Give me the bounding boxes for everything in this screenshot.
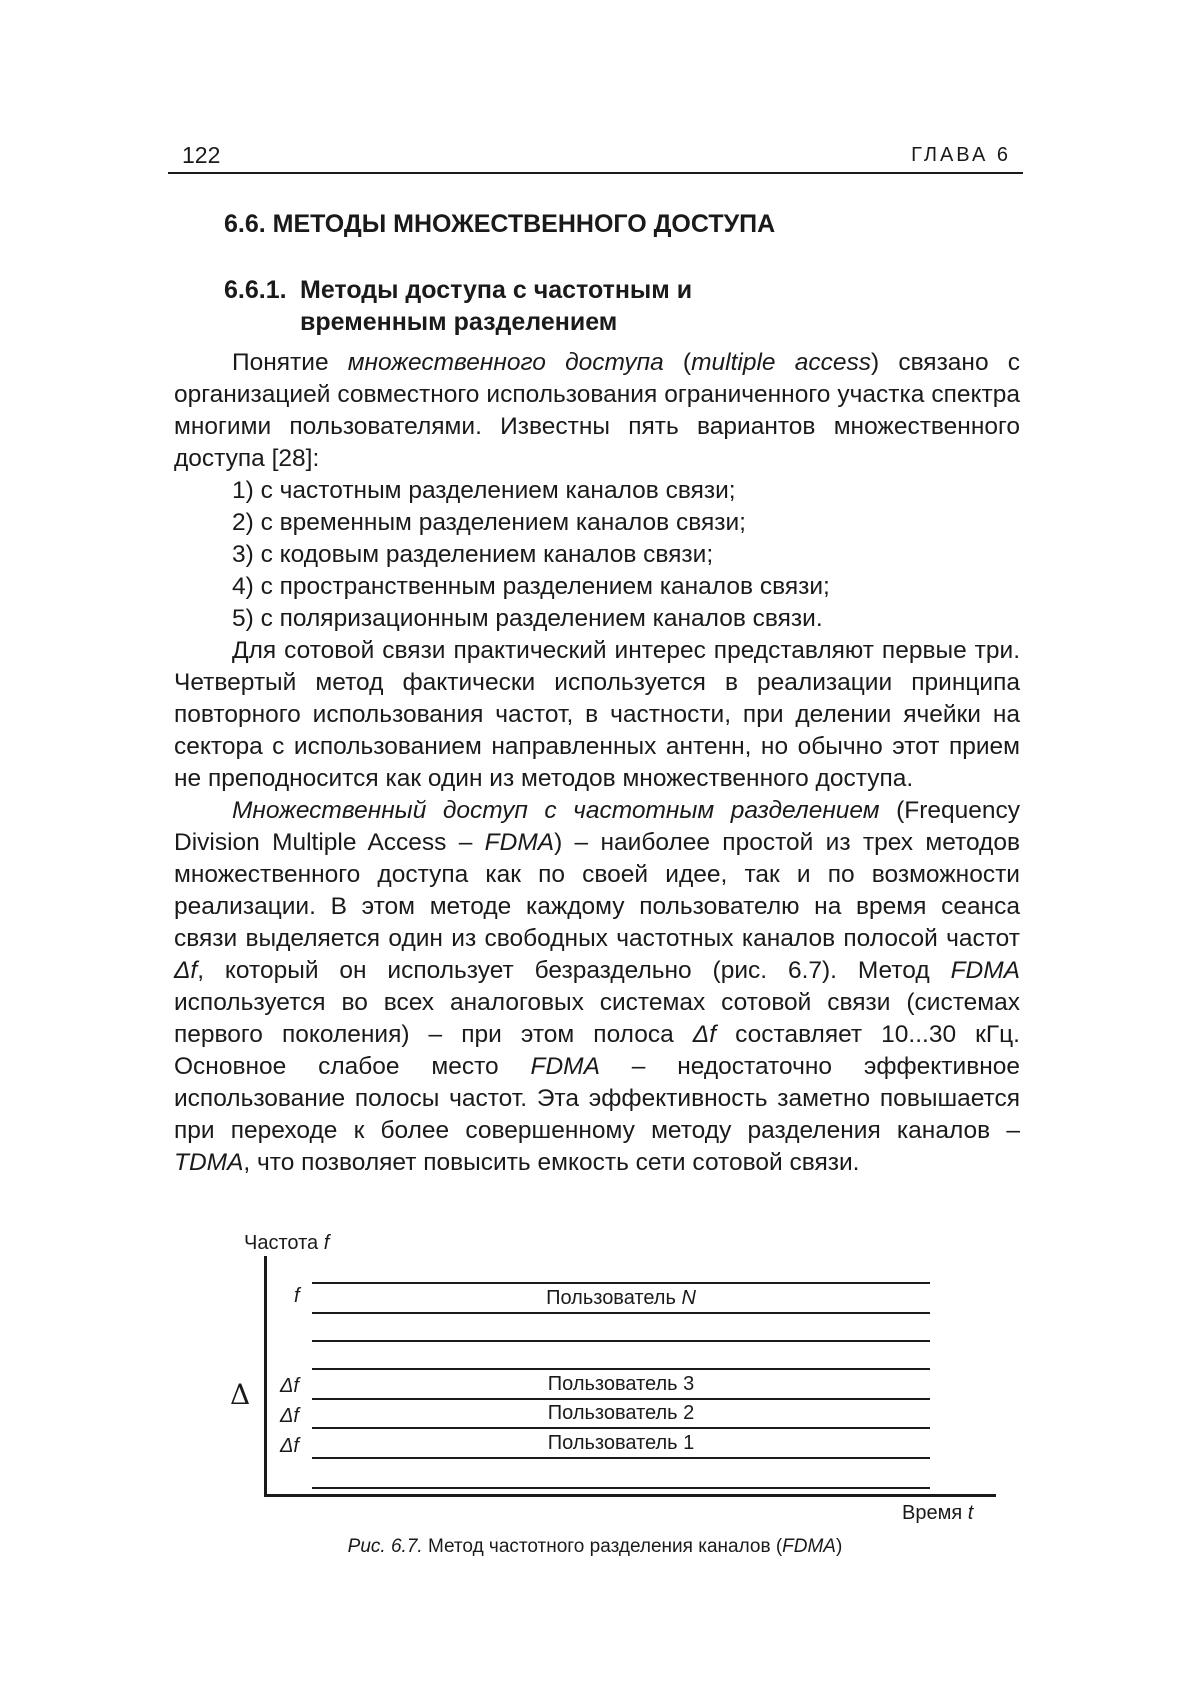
list-item: 1) с частотным разделением каналов связи;: [232, 477, 736, 504]
band-label-user-n: [312, 1287, 930, 1310]
emphasis: множественного доступа: [347, 349, 664, 376]
emphasis: Множественный доступ с частотным разделением: [232, 797, 880, 824]
caption-emphasis: FDMA: [782, 1536, 836, 1557]
paragraph-1: [174, 347, 1020, 475]
emphasis: FDMA: [530, 1053, 600, 1080]
y-axis-label-var: f: [323, 1232, 330, 1254]
list-item: 3) с кодовым разделением каналов связи;: [232, 541, 714, 568]
subsection-title-line2: временным разделением: [300, 308, 618, 336]
paragraph-3: [174, 795, 1020, 1179]
emphasis: multiple access: [691, 349, 871, 376]
emphasis: TDMA: [174, 1149, 244, 1176]
x-axis: [264, 1494, 996, 1497]
text-run: составляет 10...30 кГц. Основное слабое место: [174, 1021, 1020, 1080]
text-run: Понятие: [232, 349, 348, 376]
band-tick: Δf: [280, 1435, 299, 1457]
band-label-user-2: Пользователь 2: [547, 1402, 695, 1424]
band-label-text: Пользователь: [546, 1287, 682, 1309]
band-line: [312, 1340, 930, 1342]
list-item: 5) с поляризационным разделением каналов связи.: [232, 605, 823, 632]
emphasis: FDMA: [484, 829, 555, 856]
x-axis-label-text: Время: [902, 1502, 968, 1524]
caption-text: Метод частотного разделения каналов (: [422, 1536, 783, 1557]
band-line: [312, 1282, 930, 1284]
subsection-title: [224, 274, 692, 338]
figure-caption: [0, 1536, 1190, 1558]
chapter-label: ГЛАВА 6: [911, 144, 1011, 166]
text-run: ) – наиболее простой из трех методов множественного доступа как по своей идее, так и по возможности реализации. В этом методе каждому пользователю на время сеанса связи выделяется один из свободных частотных каналов полосой частот: [174, 829, 1020, 952]
emphasis: FDMA: [950, 957, 1020, 984]
band-line: [312, 1427, 930, 1429]
y-axis-label: [244, 1232, 329, 1255]
page-number: 122: [182, 142, 221, 168]
delta-symbol: Δ: [230, 1378, 251, 1411]
text-run: (Frequency Division Multiple Access –: [174, 797, 1021, 856]
x-axis-label-var: t: [967, 1502, 974, 1524]
body-text: [174, 347, 1020, 1179]
y-axis-label-text: Частота: [244, 1232, 324, 1254]
band-tick: Δf: [280, 1405, 299, 1427]
band-line: [312, 1487, 930, 1489]
caption-end: ): [835, 1536, 843, 1557]
band-line: [312, 1368, 930, 1370]
emphasis: Δf: [174, 957, 198, 984]
x-axis-label: [902, 1502, 973, 1525]
list-item: 4) с пространственным разделением каналов связи;: [232, 573, 830, 600]
subsection-title-line1: Методы доступа с частотным и: [300, 276, 693, 304]
text-run: используется во всех аналоговых системах сотовой связи (системах первого поколения) – при этом полоса: [174, 989, 1020, 1048]
subsection-number: 6.6.1.: [224, 276, 287, 304]
text-run: ) связано с организацией совместного использования ограниченного участка спектра многими пользователями. Известны пять вариантов множественного доступа [28]:: [174, 349, 1021, 472]
y-axis: [264, 1256, 267, 1496]
band-line: [312, 1457, 930, 1459]
text-run: (: [663, 349, 692, 376]
band-tick: Δf: [280, 1375, 299, 1397]
band-tick: f: [294, 1285, 300, 1307]
caption-prefix: Рис. 6.7.: [347, 1536, 423, 1557]
text-run: , что позволяет повысить емкость сети сотовой связи.: [243, 1149, 860, 1176]
band-label-user-3: Пользователь 3: [547, 1373, 695, 1395]
text-run: – недостаточно эффективное использование полосы частот. Эта эффективность заметно повышается при переходе к более совершенному методу разделения каналов –: [174, 1053, 1020, 1144]
page-header: [168, 142, 1023, 174]
list-item: 2) с временным разделением каналов связи;: [232, 509, 746, 536]
emphasis: Δf: [692, 1021, 717, 1048]
section-title: 6.6. МЕТОДЫ МНОЖЕСТВЕННОГО ДОСТУПА: [224, 210, 776, 238]
band-label-user-1: Пользователь 1: [547, 1432, 695, 1454]
band-line: [312, 1398, 930, 1400]
text-run: , который он использует безраздельно (рис. 6.7). Метод: [197, 957, 951, 984]
band-line: [312, 1312, 930, 1314]
paragraph-2: Для сотовой связи практический интерес представляют первые три. Четвертый метод фактически используется в реализации принципа повторного использования частот, в частности, при делении ячейки на сектора с использованием направленных антенн, но обычно этот прием не преподносится как один из методов множественного доступа.: [174, 637, 1020, 792]
band-label-var: N: [681, 1287, 696, 1309]
